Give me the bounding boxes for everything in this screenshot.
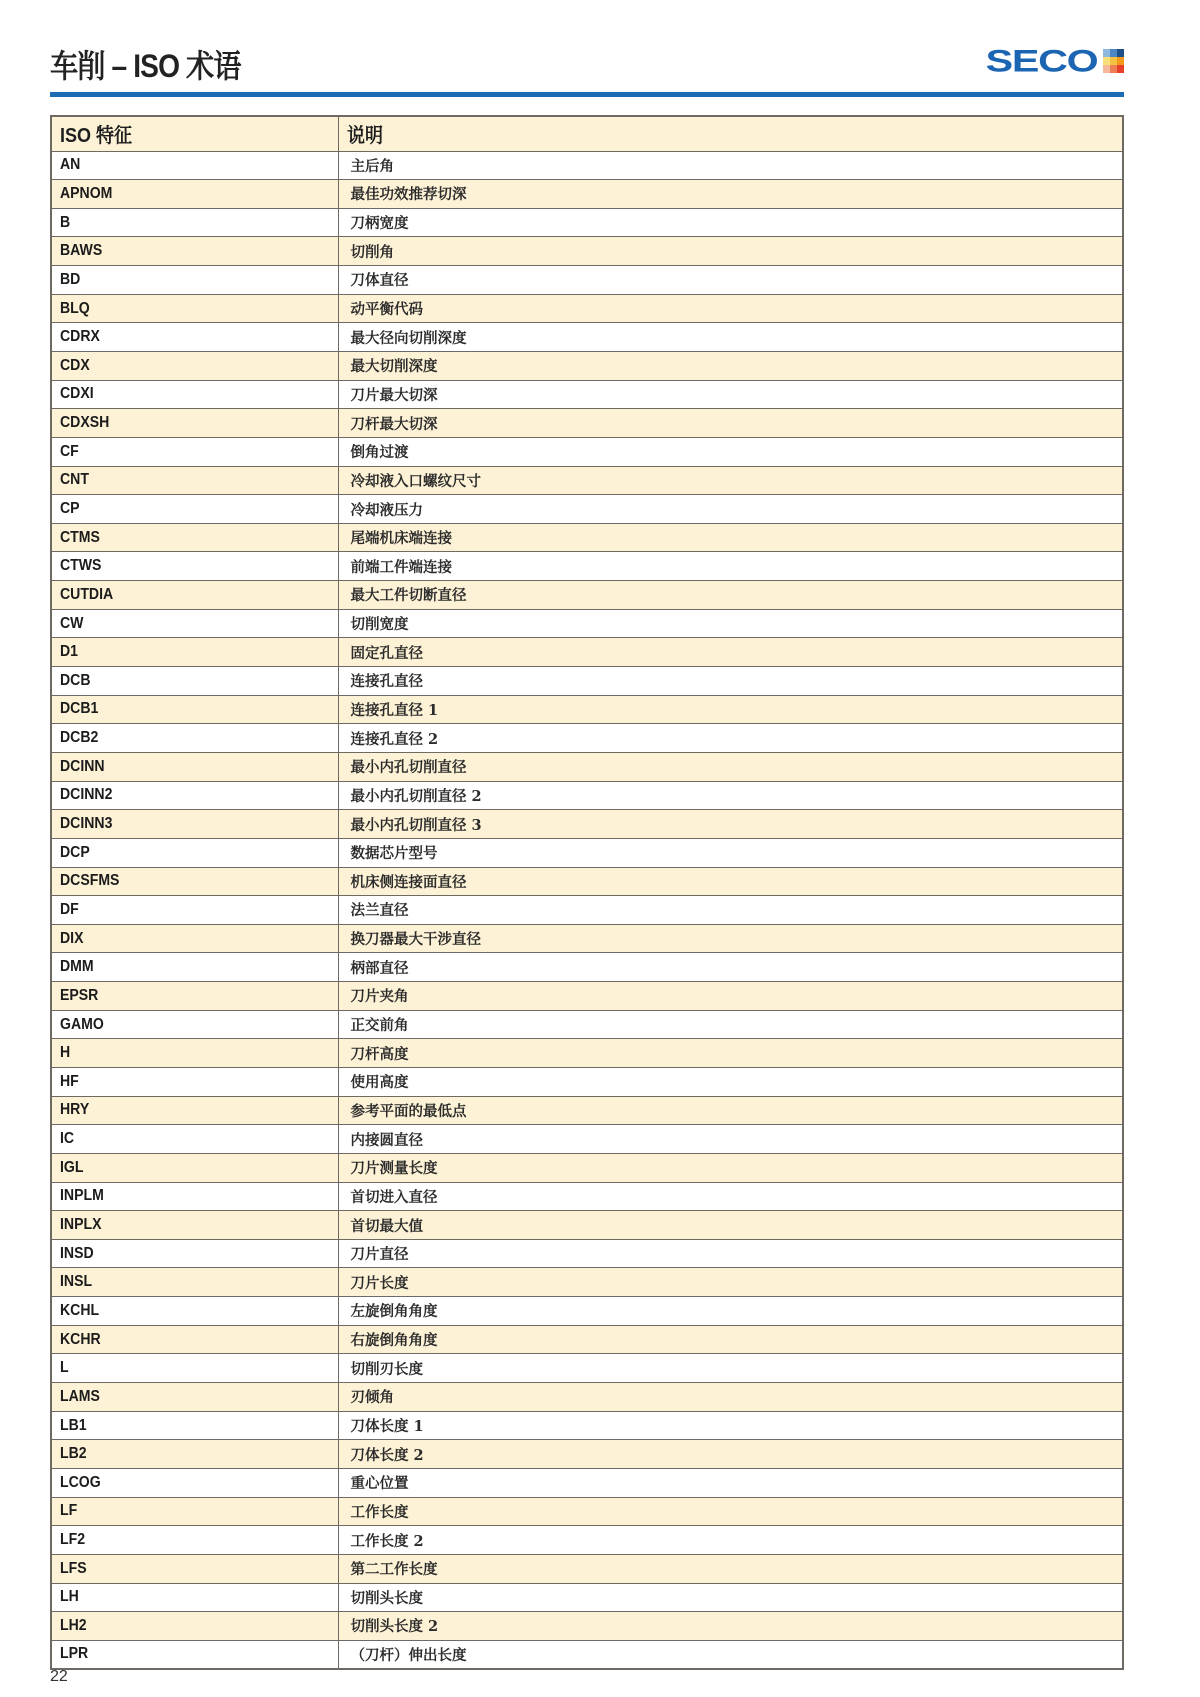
table-row — [51, 896, 1123, 925]
table-row — [51, 1554, 1123, 1583]
iso-code-cell: CDXSH — [51, 409, 338, 438]
iso-code-cell: DCB2 — [51, 724, 338, 753]
page-title: 车削 – ISO 术语 — [50, 48, 241, 84]
iso-code-cell: GAMO — [51, 1010, 338, 1039]
description-cell: 工作长度 2 — [338, 1526, 1123, 1555]
table-row — [51, 1468, 1123, 1497]
description-cell: 切削宽度 — [338, 609, 1123, 638]
logo-square — [1103, 65, 1110, 73]
iso-code-cell: L — [51, 1354, 338, 1383]
description-cell: 刀片最大切深 — [338, 380, 1123, 409]
table-row — [51, 581, 1123, 610]
description-cell: 前端工件端连接 — [338, 552, 1123, 581]
description-cell: 参考平面的最低点 — [338, 1096, 1123, 1125]
iso-code-cell: DCP — [51, 838, 338, 867]
table-row — [51, 724, 1123, 753]
description-cell: 动平衡代码 — [338, 294, 1123, 323]
table-row — [51, 1068, 1123, 1097]
description-cell: 刀体长度 1 — [338, 1411, 1123, 1440]
description-cell: 首切进入直径 — [338, 1182, 1123, 1211]
table-row — [51, 180, 1123, 209]
iso-code-cell: LF — [51, 1497, 338, 1526]
iso-code-cell: H — [51, 1039, 338, 1068]
table-row — [51, 1096, 1123, 1125]
table-row — [51, 1325, 1123, 1354]
iso-code-cell: LFS — [51, 1554, 338, 1583]
iso-code-cell: LF2 — [51, 1526, 338, 1555]
iso-code-cell: KCHR — [51, 1325, 338, 1354]
table-row — [51, 409, 1123, 438]
table-row — [51, 466, 1123, 495]
table-row — [51, 323, 1123, 352]
table-row — [51, 1583, 1123, 1612]
description-cell: 最大切削深度 — [338, 351, 1123, 380]
table-row — [51, 1039, 1123, 1068]
iso-code-cell: DCB1 — [51, 695, 338, 724]
description-cell: 刀片直径 — [338, 1239, 1123, 1268]
iso-code-cell: INPLM — [51, 1182, 338, 1211]
description-cell: 最小内孔切削直径 — [338, 752, 1123, 781]
iso-code-cell: HF — [51, 1068, 338, 1097]
table-row — [51, 810, 1123, 839]
iso-code-cell: DCINN — [51, 752, 338, 781]
description-cell: 换刀器最大干涉直径 — [338, 924, 1123, 953]
description-cell: 连接孔直径 — [338, 667, 1123, 696]
table-row — [51, 638, 1123, 667]
description-cell: （刀杆）伸出长度 — [338, 1640, 1123, 1669]
column-header-description: 说明 — [338, 116, 1123, 151]
iso-code-cell: LCOG — [51, 1468, 338, 1497]
page-header — [50, 38, 1124, 100]
table-row — [51, 437, 1123, 466]
iso-code-cell: INSL — [51, 1268, 338, 1297]
description-cell: 切削角 — [338, 237, 1123, 266]
iso-code-cell: DCINN2 — [51, 781, 338, 810]
table-row — [51, 695, 1123, 724]
table-row — [51, 294, 1123, 323]
header-divider — [50, 92, 1124, 97]
logo-square — [1117, 65, 1124, 73]
description-cell: 冷却液压力 — [338, 495, 1123, 524]
iso-code-cell: DCB — [51, 667, 338, 696]
iso-code-cell: CUTDIA — [51, 581, 338, 610]
description-cell: 法兰直径 — [338, 896, 1123, 925]
table-row — [51, 351, 1123, 380]
description-cell: 刀柄宽度 — [338, 208, 1123, 237]
description-cell: 最佳功效推荐切深 — [338, 180, 1123, 209]
iso-code-cell: D1 — [51, 638, 338, 667]
description-cell: 使用高度 — [338, 1068, 1123, 1097]
description-cell: 刀片长度 — [338, 1268, 1123, 1297]
table-row — [51, 838, 1123, 867]
logo-text: SECO — [986, 42, 1098, 79]
table-row — [51, 1411, 1123, 1440]
iso-code-cell: AN — [51, 151, 338, 180]
table-row — [51, 1640, 1123, 1669]
description-cell: 切削刃长度 — [338, 1354, 1123, 1383]
logo-square — [1103, 49, 1110, 57]
table-body — [51, 151, 1123, 1669]
iso-code-cell: BD — [51, 266, 338, 295]
logo-square — [1117, 57, 1124, 65]
description-cell: 连接孔直径 1 — [338, 695, 1123, 724]
column-header-iso-feature: ISO 特征 — [51, 116, 338, 151]
table-row — [51, 1497, 1123, 1526]
iso-code-cell: APNOM — [51, 180, 338, 209]
iso-code-cell: IGL — [51, 1153, 338, 1182]
table-row — [51, 752, 1123, 781]
description-cell: 最大径向切削深度 — [338, 323, 1123, 352]
table-row — [51, 208, 1123, 237]
table-row — [51, 1440, 1123, 1469]
iso-terms-table — [50, 115, 1124, 1670]
description-cell: 连接孔直径 2 — [338, 724, 1123, 753]
iso-code-cell: CF — [51, 437, 338, 466]
description-cell: 尾端机床端连接 — [338, 523, 1123, 552]
iso-code-cell: EPSR — [51, 982, 338, 1011]
iso-code-cell: DIX — [51, 924, 338, 953]
table-row — [51, 1526, 1123, 1555]
iso-code-cell: KCHL — [51, 1297, 338, 1326]
table-row — [51, 1268, 1123, 1297]
table-row — [51, 151, 1123, 180]
table-row — [51, 1182, 1123, 1211]
description-cell: 重心位置 — [338, 1468, 1123, 1497]
table-row — [51, 237, 1123, 266]
table-row — [51, 552, 1123, 581]
iso-code-cell: LPR — [51, 1640, 338, 1669]
description-cell: 柄部直径 — [338, 953, 1123, 982]
iso-code-cell: CTWS — [51, 552, 338, 581]
description-cell: 数据芯片型号 — [338, 838, 1123, 867]
description-cell: 刀片夹角 — [338, 982, 1123, 1011]
iso-code-cell: CNT — [51, 466, 338, 495]
seco-logo — [986, 42, 1124, 79]
table-row — [51, 781, 1123, 810]
table-row — [51, 523, 1123, 552]
table-row — [51, 1383, 1123, 1412]
description-cell: 冷却液入口螺纹尺寸 — [338, 466, 1123, 495]
iso-code-cell: CDRX — [51, 323, 338, 352]
description-cell: 切削头长度 2 — [338, 1612, 1123, 1641]
table-row — [51, 867, 1123, 896]
description-cell: 左旋倒角角度 — [338, 1297, 1123, 1326]
table-row — [51, 266, 1123, 295]
description-cell: 右旋倒角角度 — [338, 1325, 1123, 1354]
table-row — [51, 982, 1123, 1011]
page-number: 22 — [50, 1668, 68, 1685]
description-cell: 刀体长度 2 — [338, 1440, 1123, 1469]
iso-code-cell: CDX — [51, 351, 338, 380]
iso-code-cell: CP — [51, 495, 338, 524]
iso-code-cell: LB1 — [51, 1411, 338, 1440]
table-row — [51, 1125, 1123, 1154]
table-row — [51, 380, 1123, 409]
logo-square — [1110, 65, 1117, 73]
iso-code-cell: LH2 — [51, 1612, 338, 1641]
logo-color-squares-icon — [1103, 49, 1124, 73]
description-cell: 刀杆最大切深 — [338, 409, 1123, 438]
description-cell: 首切最大值 — [338, 1211, 1123, 1240]
description-cell: 机床侧连接面直径 — [338, 867, 1123, 896]
iso-code-cell: DCSFMS — [51, 867, 338, 896]
table-row — [51, 1354, 1123, 1383]
iso-code-cell: LAMS — [51, 1383, 338, 1412]
iso-code-cell: B — [51, 208, 338, 237]
description-cell: 最大工件切断直径 — [338, 581, 1123, 610]
table-row — [51, 1239, 1123, 1268]
description-cell: 切削头长度 — [338, 1583, 1123, 1612]
iso-code-cell: INSD — [51, 1239, 338, 1268]
table-header-row — [51, 116, 1123, 151]
description-cell: 第二工作长度 — [338, 1554, 1123, 1583]
logo-square — [1110, 57, 1117, 65]
iso-code-cell: BAWS — [51, 237, 338, 266]
description-cell: 正交前角 — [338, 1010, 1123, 1039]
iso-code-cell: HRY — [51, 1096, 338, 1125]
iso-code-cell: CTMS — [51, 523, 338, 552]
iso-code-cell: INPLX — [51, 1211, 338, 1240]
table-row — [51, 667, 1123, 696]
description-cell: 工作长度 — [338, 1497, 1123, 1526]
iso-code-cell: LB2 — [51, 1440, 338, 1469]
logo-square — [1117, 49, 1124, 57]
iso-code-cell: BLQ — [51, 294, 338, 323]
description-cell: 最小内孔切削直径 3 — [338, 810, 1123, 839]
description-cell: 刃倾角 — [338, 1383, 1123, 1412]
iso-code-cell: DF — [51, 896, 338, 925]
table-row — [51, 609, 1123, 638]
table-row — [51, 1010, 1123, 1039]
table-row — [51, 924, 1123, 953]
description-cell: 主后角 — [338, 151, 1123, 180]
description-cell: 内接圆直径 — [338, 1125, 1123, 1154]
description-cell: 刀体直径 — [338, 266, 1123, 295]
iso-code-cell: DMM — [51, 953, 338, 982]
table-row — [51, 495, 1123, 524]
description-cell: 刀片测量长度 — [338, 1153, 1123, 1182]
table-row — [51, 1153, 1123, 1182]
iso-code-cell: CW — [51, 609, 338, 638]
description-cell: 刀杆高度 — [338, 1039, 1123, 1068]
description-cell: 倒角过渡 — [338, 437, 1123, 466]
table-row — [51, 953, 1123, 982]
table-row — [51, 1612, 1123, 1641]
table-row — [51, 1211, 1123, 1240]
iso-code-cell: LH — [51, 1583, 338, 1612]
logo-square — [1103, 57, 1110, 65]
logo-square — [1110, 49, 1117, 57]
iso-code-cell: DCINN3 — [51, 810, 338, 839]
table-row — [51, 1297, 1123, 1326]
iso-code-cell: IC — [51, 1125, 338, 1154]
description-cell: 固定孔直径 — [338, 638, 1123, 667]
description-cell: 最小内孔切削直径 2 — [338, 781, 1123, 810]
iso-code-cell: CDXI — [51, 380, 338, 409]
